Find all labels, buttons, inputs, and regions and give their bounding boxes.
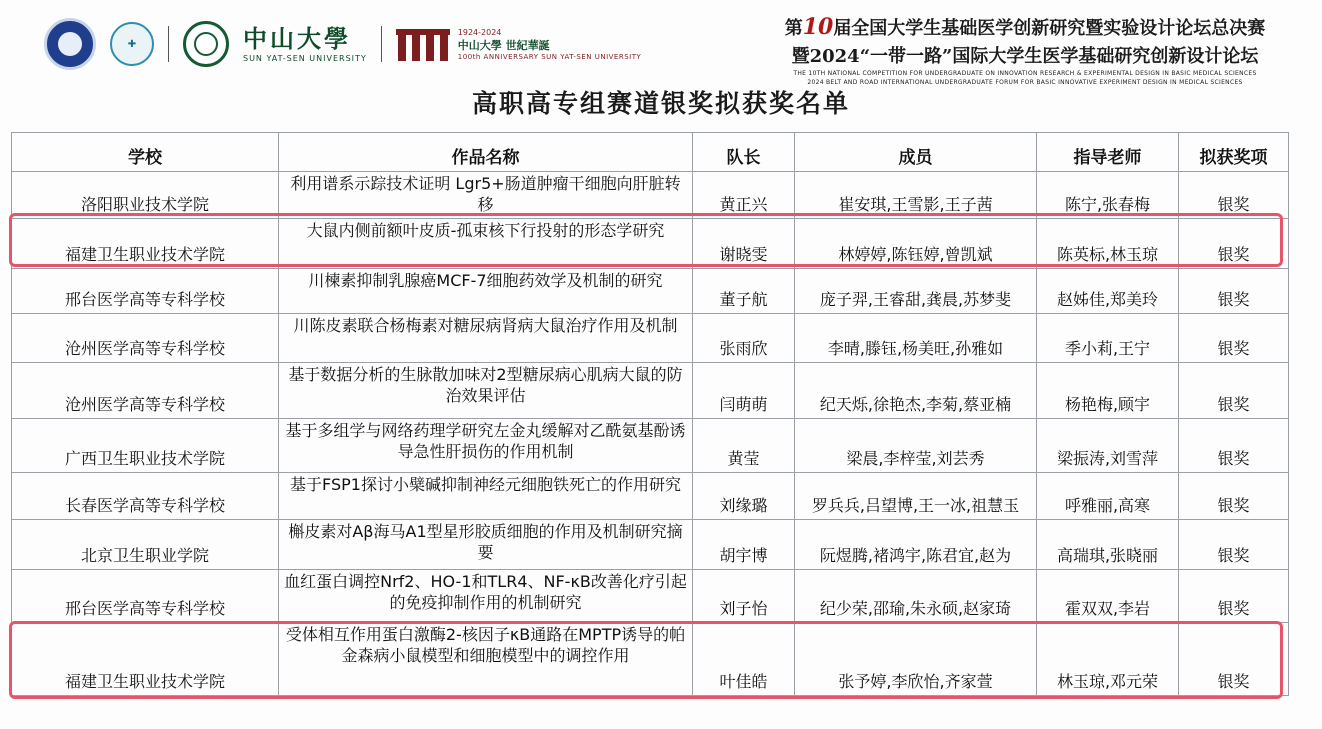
cell-work: 川陈皮素联合杨梅素对糖尿病肾病大鼠治疗作用及机制: [279, 314, 693, 363]
award-table: [11, 132, 1289, 696]
cell-captain: 黄莹: [693, 419, 795, 473]
cell-award: 银奖: [1179, 219, 1289, 269]
cell-school: 北京卫生职业学院: [12, 520, 279, 570]
cell-work: 大鼠内侧前额叶皮质-孤束核下行投射的形态学研究: [279, 219, 693, 269]
table-row: [12, 269, 1289, 314]
logo-group: [44, 18, 641, 70]
table-row: [12, 623, 1289, 696]
page-title: 高职高专组赛道银奖拟获奖名单: [471, 89, 850, 118]
university-name: [243, 23, 367, 63]
cell-work: 基于FSP1探讨小檗碱抑制神经元细胞铁死亡的作用研究: [279, 473, 693, 520]
cell-school: 沧州医学高等专科学校: [12, 363, 279, 419]
cell-school: 邢台医学高等专科学校: [12, 269, 279, 314]
cell-captain: 刘缘璐: [693, 473, 795, 520]
cell-work: 受体相互作用蛋白激酶2-核因子κB通路在MPTP诱导的帕金森病小鼠模型和细胞模型中的调控作用: [279, 623, 693, 696]
cell-work: 利用谱系示踪技术证明 Lgr5+肠道肿瘤干细胞向肝脏转移: [279, 172, 693, 219]
cell-award: 银奖: [1179, 520, 1289, 570]
cell-award: 银奖: [1179, 570, 1289, 623]
cell-school: 洛阳职业技术学院: [12, 172, 279, 219]
cell-award: 银奖: [1179, 419, 1289, 473]
university-name-en: SUN YAT-SEN UNIVERSITY: [243, 53, 367, 63]
cell-school: 福建卫生职业技术学院: [12, 219, 279, 269]
cell-advisors: 季小莉,王宁: [1037, 314, 1179, 363]
table-row: [12, 314, 1289, 363]
cell-captain: 胡宇博: [693, 520, 795, 570]
cell-members: 梁晨,李梓莹,刘芸秀: [795, 419, 1037, 473]
cell-advisors: 梁振涛,刘雪萍: [1037, 419, 1179, 473]
cell-captain: 黄正兴: [693, 172, 795, 219]
table-row: [12, 570, 1289, 623]
cell-award: 银奖: [1179, 269, 1289, 314]
column-header-advisors: 指导老师: [1037, 133, 1179, 172]
table-row: [12, 363, 1289, 419]
cell-school: 福建卫生职业技术学院: [12, 623, 279, 696]
centennial-name-cn: 中山大學 世紀華誕: [457, 38, 550, 52]
cell-captain: 刘子怡: [693, 570, 795, 623]
society-emblem-icon: ✚: [110, 22, 154, 66]
cell-advisors: 霍双双,李岩: [1037, 570, 1179, 623]
cell-captain: 闫萌萌: [693, 363, 795, 419]
cell-work: 基于多组学与网络药理学研究左金丸缓解对乙酰氨基酚诱导急性肝损伤的作用机制: [279, 419, 693, 473]
cell-advisors: 陈宁,张春梅: [1037, 172, 1179, 219]
table-row: [12, 419, 1289, 473]
column-header-work: 作品名称: [279, 133, 693, 172]
cell-members: 庞子羿,王睿甜,龚晨,苏梦斐: [795, 269, 1037, 314]
event-title-line2: 暨2024“一带一路”国际大学生医学基础研究创新设计论坛: [791, 46, 1259, 67]
cell-school: 长春医学高等专科学校: [12, 473, 279, 520]
cell-award: 银奖: [1179, 172, 1289, 219]
table-row: [12, 172, 1289, 219]
cell-award: 银奖: [1179, 363, 1289, 419]
cell-work: 川楝素抑制乳腺癌MCF-7细胞药效学及机制的研究: [279, 269, 693, 314]
cell-members: 崔安琪,王雪影,王子茜: [795, 172, 1037, 219]
column-header-members: 成员: [795, 133, 1037, 172]
centennial-logo: [396, 27, 642, 61]
cell-school: 沧州医学高等专科学校: [12, 314, 279, 363]
cell-captain: 叶佳皓: [693, 623, 795, 696]
centennial-years: 1924-2024: [457, 27, 502, 37]
event-title-en-line1: THE 10TH NATIONAL COMPETITION FOR UNDERGRADUATE ON INNOVATION RESEARCH & EXPERIMENTAL DESIGN IN BASIC MEDICAL SCIENCES: [793, 70, 1257, 77]
cell-school: 邢台医学高等专科学校: [12, 570, 279, 623]
cell-advisors: 高瑞琪,张晓丽: [1037, 520, 1179, 570]
cell-captain: 谢晓雯: [693, 219, 795, 269]
table-row: [12, 520, 1289, 570]
centennial-name-en: 100th ANNIVERSARY SUN YAT-SEN UNIVERSITY: [457, 52, 642, 61]
cell-members: 林婷婷,陈钰婷,曾凯斌: [795, 219, 1037, 269]
cell-advisors: 杨艳梅,顾宇: [1037, 363, 1179, 419]
centennial-gate-icon: [396, 27, 450, 61]
table-row: [12, 473, 1289, 520]
university-name-cn: 中山大學: [243, 23, 351, 53]
cell-work: 血红蛋白调控Nrf2、HO-1和TLR4、NF-κB改善化疗引起的免疫抑制作用的机制研究: [279, 570, 693, 623]
cell-work: 槲皮素对Aβ海马A1型星形胶质细胞的作用及机制研究摘要: [279, 520, 693, 570]
column-header-award: 拟获奖项: [1179, 133, 1289, 172]
column-header-captain: 队长: [693, 133, 795, 172]
table-header-row: [12, 133, 1289, 172]
cell-award: 银奖: [1179, 314, 1289, 363]
event-title-block: [760, 14, 1290, 86]
edition-number: 10: [802, 14, 834, 40]
cell-members: 罗兵兵,吕望博,王一冰,祖慧玉: [795, 473, 1037, 520]
event-title-en-line2: 2024 BELT AND ROAD INTERNATIONAL UNDERGRADUATE FORUM FOR BASIC INNOVATIVE EXPERIMENT DESIGN IN MEDICAL SCIENCES: [807, 79, 1243, 86]
cell-advisors: 林玉琼,邓元荣: [1037, 623, 1179, 696]
cell-members: 纪天烁,徐艳杰,李菊,蔡亚楠: [795, 363, 1037, 419]
cell-advisors: 呼雅丽,高寒: [1037, 473, 1179, 520]
cell-advisors: 赵姊佳,郑美玲: [1037, 269, 1179, 314]
cell-award: 银奖: [1179, 623, 1289, 696]
cell-members: 阮煜腾,褚鸿宇,陈君宜,赵为: [795, 520, 1037, 570]
cell-award: 银奖: [1179, 473, 1289, 520]
event-title-line1: 第10届全国大学生基础医学创新研究暨实验设计论坛总决赛: [784, 14, 1266, 40]
cell-members: 李晴,滕钰,杨美旺,孙雅如: [795, 314, 1037, 363]
competition-emblem-icon: [44, 18, 96, 70]
logo-divider: [381, 26, 382, 62]
logo-divider: [168, 26, 169, 62]
cell-captain: 董子航: [693, 269, 795, 314]
table-row: [12, 219, 1289, 269]
cell-school: 广西卫生职业技术学院: [12, 419, 279, 473]
university-seal-icon: [183, 21, 229, 67]
cell-members: 纪少荣,邵瑜,朱永硕,赵家琦: [795, 570, 1037, 623]
cell-work: 基于数据分析的生脉散加味对2型糖尿病心肌病大鼠的防治效果评估: [279, 363, 693, 419]
column-header-school: 学校: [12, 133, 279, 172]
cell-captain: 张雨欣: [693, 314, 795, 363]
cell-advisors: 陈英标,林玉琼: [1037, 219, 1179, 269]
page-header: [0, 0, 1322, 90]
cell-members: 张予婷,李欣怡,齐家萱: [795, 623, 1037, 696]
